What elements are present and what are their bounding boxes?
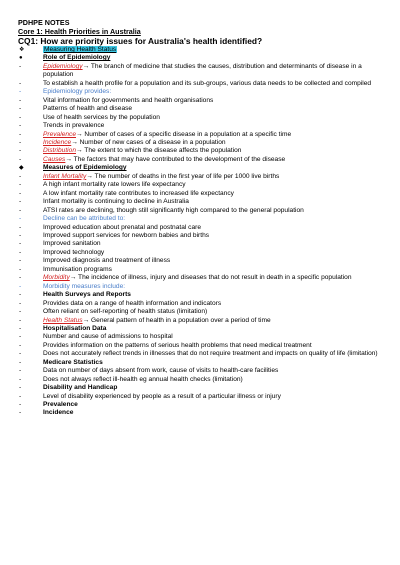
note-line — [18, 274, 386, 282]
key-term: Causes — [43, 155, 66, 163]
note-line — [18, 88, 386, 96]
note-line — [18, 342, 386, 350]
note-line — [18, 249, 386, 257]
dash-bullet: - — [19, 265, 22, 273]
note-line — [18, 283, 386, 291]
section-heading: Disability and Handicap — [43, 384, 118, 392]
note-line — [18, 54, 386, 62]
note-line — [18, 393, 386, 401]
dash-bullet: - — [19, 215, 22, 223]
note-text: → The extent to which the disease affects the population — [75, 147, 242, 155]
document-title: PDHPE NOTES — [18, 18, 70, 27]
note-text: Use of health services by the population — [43, 113, 160, 121]
key-term: Infant Mortality — [43, 172, 87, 180]
note-line — [18, 257, 386, 265]
section-heading: Incidence — [43, 409, 74, 417]
section-heading: Medicare Statistics — [43, 358, 103, 366]
dash-bullet: - — [19, 274, 22, 282]
key-term: Prevalence — [43, 130, 76, 138]
note-line — [18, 105, 386, 113]
bullet-icon: ◆ — [19, 165, 24, 172]
note-line — [18, 190, 386, 198]
note-line — [18, 401, 386, 409]
note-text: Does not always reflect ill-health eg annual health checks (limitation) — [43, 375, 243, 383]
note-text: Decline can be attributed to: — [43, 215, 126, 223]
note-text: → General pattern of health in a population over a period of time — [82, 316, 271, 324]
notes-body — [18, 46, 386, 418]
dash-bullet: - — [19, 206, 22, 214]
dash-bullet: - — [19, 198, 22, 206]
bullet-icon: ❖ — [19, 47, 25, 53]
note-text: Provides information on the patterns of serious health problems that need medical treatment — [43, 341, 312, 349]
note-line — [18, 325, 386, 333]
dash-bullet: - — [19, 257, 22, 265]
note-line — [18, 300, 386, 308]
note-text: Number and cause of admissions to hospital — [43, 333, 173, 341]
note-text: Level of disability experienced by people as a result of a particular illness or injury — [43, 392, 281, 400]
note-line — [18, 46, 386, 54]
note-line — [18, 156, 386, 164]
dash-bullet: - — [19, 324, 22, 332]
dash-bullet: - — [19, 282, 22, 290]
note-line — [18, 139, 386, 147]
dash-bullet: - — [19, 291, 22, 299]
section-heading: Hospitalisation Data — [43, 324, 107, 332]
note-text: Does not accurately reflect trends in illnesses that do not require treatment and impacts on quality of life (limitation) — [43, 350, 378, 358]
note-line — [18, 114, 386, 122]
dash-bullet: - — [19, 392, 22, 400]
note-line — [18, 308, 386, 316]
dash-bullet: - — [19, 299, 22, 307]
note-line — [18, 181, 386, 189]
dash-bullet: - — [19, 341, 22, 349]
note-text: Infant mortality is continuing to decline in Australia — [43, 198, 189, 206]
note-line — [18, 122, 386, 130]
note-line — [18, 164, 386, 172]
dash-bullet: - — [19, 308, 22, 316]
dash-bullet: - — [19, 401, 22, 409]
dash-bullet: - — [19, 172, 22, 180]
note-text: Epidemiology provides: — [43, 88, 112, 96]
note-line — [18, 198, 386, 206]
note-line — [18, 80, 386, 88]
note-text: → Number of cases of a specific disease in a population at a specific time — [76, 130, 292, 138]
note-line — [18, 173, 386, 181]
note-text: Often reliant on self-reporting of health status (limitation) — [43, 308, 208, 316]
note-text: Immunisation programs — [43, 265, 112, 273]
dash-bullet: - — [19, 231, 22, 239]
note-text: Data on number of days absent from work, cause of visits to health-care facilities — [43, 367, 279, 375]
note-text: Measuring Health Status — [44, 46, 117, 53]
note-line — [18, 359, 386, 367]
note-line — [18, 376, 386, 384]
note-text: To establish a health profile for a population and its sub-groups, various data needs to be collected and compiled — [43, 79, 372, 87]
section-heading: Health Surveys and Reports — [43, 291, 131, 299]
note-line — [18, 317, 386, 325]
dash-bullet: - — [19, 122, 22, 130]
note-line — [18, 350, 386, 358]
note-line — [18, 215, 386, 223]
dash-bullet: - — [19, 333, 22, 341]
key-term: Health Status — [43, 316, 83, 324]
dash-bullet: - — [19, 375, 22, 383]
dash-bullet: - — [19, 138, 22, 146]
note-line — [18, 232, 386, 240]
key-term: Epidemiology — [43, 62, 83, 70]
note-text: ATSI rates are declining, though still significantly high compared to the general population — [43, 206, 304, 214]
dash-bullet: - — [19, 181, 22, 189]
note-text: → The factors that may have contributed to the development of the disease — [65, 155, 286, 163]
note-line — [18, 333, 386, 341]
key-term: Morbidity — [43, 274, 70, 282]
note-text: Morbidity measures include: — [43, 282, 126, 290]
note-line — [18, 240, 386, 248]
dash-bullet: - — [19, 130, 22, 138]
note-line — [18, 367, 386, 375]
note-text: Improved education about prenatal and postnatal care — [43, 223, 201, 231]
dash-bullet: - — [19, 105, 22, 113]
note-text: A low infant mortality rate contributes to increased life expectancy — [43, 189, 234, 197]
dash-bullet: - — [19, 155, 22, 163]
note-line — [18, 97, 386, 105]
note-text: A high infant mortality rate lowers life expectancy — [43, 181, 186, 189]
note-text: Vital information for governments and health organisations — [43, 96, 214, 104]
note-line — [18, 147, 386, 155]
note-text: → Number of new cases of a disease in a population — [71, 138, 226, 146]
dash-bullet: - — [19, 62, 22, 70]
note-text: → The number of deaths in the first year of life per 1000 live births — [86, 172, 280, 180]
note-line — [18, 131, 386, 139]
dash-bullet: - — [19, 189, 22, 197]
key-term: Incidence — [43, 138, 72, 146]
note-text: Improved sanitation — [43, 240, 101, 248]
note-line — [18, 291, 386, 299]
note-text: → The incidence of illness, injury and diseases that do not result in death in a specific population — [69, 274, 352, 282]
dash-bullet: - — [19, 367, 22, 375]
dash-bullet: - — [19, 358, 22, 366]
dash-bullet: - — [19, 409, 22, 417]
note-text: Improved technology — [43, 248, 105, 256]
dash-bullet: - — [19, 248, 22, 256]
note-text: Improved diagnosis and treatment of illness — [43, 257, 171, 265]
note-text: Improved support services for newborn babies and births — [43, 231, 210, 239]
dash-bullet: - — [19, 384, 22, 392]
note-text: Trends in prevalence — [43, 122, 105, 130]
dash-bullet: - — [19, 79, 22, 87]
dash-bullet: - — [19, 147, 22, 155]
dash-bullet: - — [19, 96, 22, 104]
note-text: → The branch of medicine that studies the causes, distribution and determinants of disease in a population — [43, 62, 362, 79]
section-heading: Measures of Epidemiology — [43, 164, 127, 172]
dash-bullet: - — [19, 113, 22, 121]
dash-bullet: - — [19, 350, 22, 358]
note-text: Provides data on a range of health information and indicators — [43, 299, 222, 307]
note-line — [18, 384, 386, 392]
note-line — [18, 63, 386, 80]
note-line — [18, 224, 386, 232]
section-heading: Role of Epidemiology — [43, 54, 111, 62]
critical-question: CQ1: How are priority issues for Australia's health identified? — [18, 36, 263, 46]
dash-bullet: - — [19, 316, 22, 324]
dash-bullet: - — [19, 223, 22, 231]
note-line — [18, 207, 386, 215]
section-heading: Prevalence — [43, 401, 78, 409]
core-heading: Core 1: Health Priorities in Australia — [18, 27, 141, 36]
bullet-icon: ● — [19, 55, 23, 62]
note-line — [18, 409, 386, 417]
dash-bullet: - — [19, 240, 22, 248]
key-term: Distribution — [43, 147, 76, 155]
dash-bullet: - — [19, 88, 22, 96]
note-line — [18, 266, 386, 274]
note-text: Patterns of health and disease — [43, 105, 133, 113]
